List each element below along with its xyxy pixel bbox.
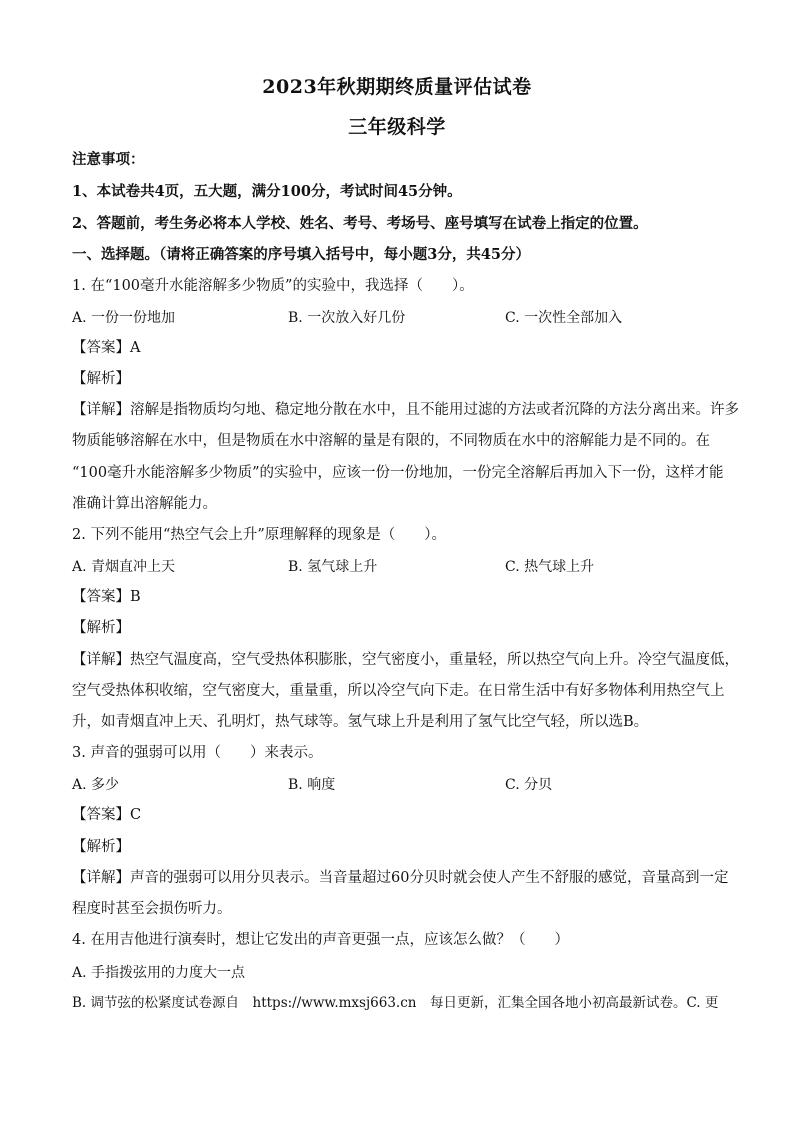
q1-stem: 1. 在“100毫升水能溶解多少物质”的实验中，我选择（ ）。 [72, 278, 474, 294]
q2-detail-line: 【详解】热空气温度高，空气受热体积膨胀，空气密度小，重量轻，所以热空气向上升。冷空气温度低， [72, 652, 739, 668]
q2-option-a: A. 青烟直冲上天 [72, 559, 176, 575]
q4-option-a: A. 手指拨弦用的力度大一点 [72, 965, 246, 981]
q3-option-a: A. 多少 [72, 777, 120, 793]
q1-detail-line: 【详解】溶解是指物质均匀地、稳定地分散在水中，且不能用过滤的方法或者沉降的方法分离出来。许多 [72, 402, 739, 418]
exam-subtitle: 三年级科学 [348, 116, 446, 138]
notice-item-2: 2、答题前，考生务必将本人学校、姓名、考号、考场号、座号填写在试卷上指定的位置。 [72, 215, 648, 232]
q3-answer: 【答案】C [72, 807, 142, 823]
q1-detail-line: “100毫升水能溶解多少物质”的实验中，应该一份一份地加，一份完全溶解后再加入下一份，这样才能 [72, 465, 724, 481]
q2-stem: 2. 下列不能用“热空气会上升”原理解释的现象是（ ）。 [72, 527, 447, 543]
q2-option-b: B. 氢气球上升 [288, 559, 378, 575]
q1-option-a: A. 一份一份地加 [72, 310, 176, 326]
notice-item-1: 1、本试卷共4页，五大题，满分100分，考试时间45分钟。 [72, 183, 462, 200]
q1-option-b: B. 一次放入好几份 [288, 310, 406, 326]
q3-option-c: C. 分贝 [505, 777, 553, 793]
q3-detail-line: 【详解】声音的强弱可以用分贝表示。当音量超过60分贝时就会使人产生不舒服的感觉，音量高到一定 [72, 870, 729, 886]
q2-answer: 【答案】B [72, 589, 141, 605]
notice-heading: 注意事项： [72, 151, 145, 168]
q1-option-c: C. 一次性全部加入 [505, 310, 623, 326]
q1-detail-line: 准确计算出溶解能力。 [72, 496, 217, 512]
q2-analysis: 【解析】 [72, 620, 130, 636]
q1-detail-line: 物质能够溶解在水中，但是物质在水中溶解的量是有限的，不同物质在水中的溶解能力是不同的。在 [72, 433, 710, 449]
q3-detail-line: 程度时甚至会损伤听力。 [72, 901, 232, 917]
q4-stem: 4. 在用吉他进行演奏时，想让它发出的声音更强一点，应该怎么做？（ ） [72, 932, 569, 948]
section-heading: 一、选择题。（请将正确答案的序号填入括号中，每小题3分，共45分） [72, 246, 531, 263]
q2-detail-line: 升，如青烟直冲上天、孔明灯，热气球等。氢气球上升是利用了氢气比空气轻，所以选B。 [72, 714, 649, 730]
q2-option-c: C. 热气球上升 [505, 559, 595, 575]
q3-analysis: 【解析】 [72, 839, 130, 855]
q1-answer: 【答案】A [72, 340, 141, 356]
q1-analysis: 【解析】 [72, 371, 130, 387]
q3-stem: 3. 声音的强弱可以用（ ）来表示。 [72, 745, 323, 761]
q3-option-b: B. 响度 [288, 777, 336, 793]
exam-title: 2023年秋期期终质量评估试卷 [262, 76, 532, 98]
q4-option-b-line: B. 调节弦的松紧度试卷源自 https://www.mxsj663.cn 每日更新，汇集全国各地小初高最新试卷。C. 更 [72, 995, 719, 1011]
q2-detail-line: 空气受热体积收缩，空气密度大，重量重，所以冷空气向下走。在日常生活中有好多物体利用热空气上 [72, 683, 725, 699]
